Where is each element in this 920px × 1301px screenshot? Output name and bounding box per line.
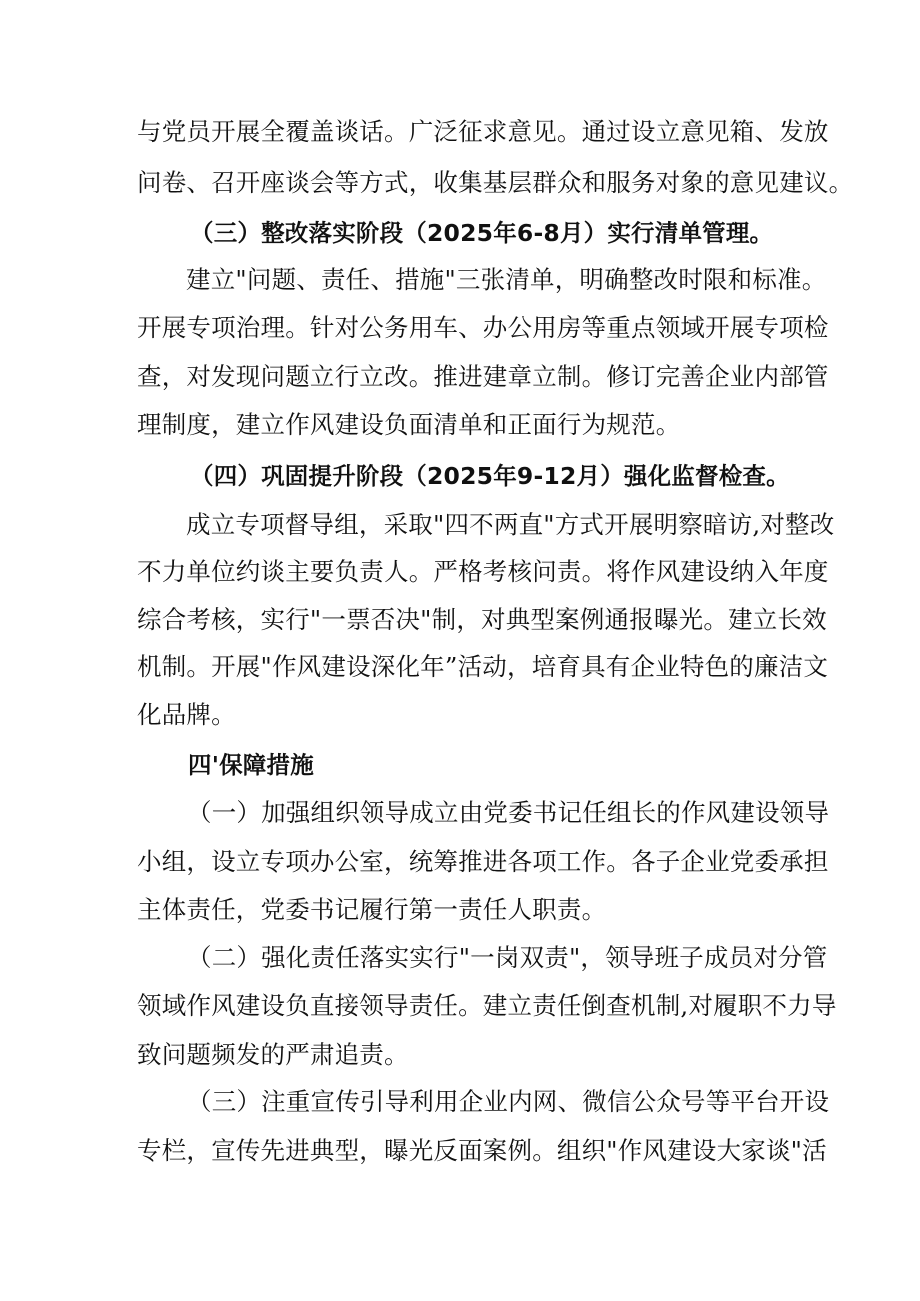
body-text-line: 小组，设立专项办公室，统筹推进各项工作。各子企业党委承担 <box>137 847 829 876</box>
body-text-line: （一）加强组织领导成立由党委书记任组长的作风建设领导 <box>187 798 830 827</box>
section-heading: （四）巩固提升阶段（2025年9-12月）强化监督检查。 <box>190 462 790 490</box>
body-text-line: 致问题频发的严肃追责。 <box>137 1040 409 1069</box>
body-text-line: 理制度，建立作风建设负面清单和正面行为规范。 <box>137 410 681 439</box>
body-text-line: （二）强化责任落实实行"一岗双责"，领导班子成员对分管 <box>187 943 828 972</box>
body-text-line: 问卷、召开座谈会等方式，收集基层群众和服务对象的意见建议。 <box>137 168 854 197</box>
chapter-heading: 四'保障措施 <box>188 751 314 779</box>
body-text-line: 查，对发现问题立行立改。推进建章立制。修订完善企业内部管 <box>137 362 829 391</box>
body-text-line: 机制。开展"作风建设深化年”活动，培育具有企业特色的廉洁文 <box>137 652 829 681</box>
body-text-line: 开展专项治理。针对公务用车、办公用房等重点领域开展专项检 <box>137 313 829 342</box>
body-text-line: 不力单位约谈主要负责人。严格考核问责。将作风建设纳入年度 <box>137 557 829 586</box>
body-text-line: （三）注重宣传引导利用企业内网、微信公众号等平台开设 <box>187 1087 830 1116</box>
body-text-line: 综合考核，实行"一票否决"制，对典型案例通报曝光。建立长效 <box>137 605 827 634</box>
body-text-line: 建立"问题、责任、措施"三张清单，明确整改时限和标准。 <box>186 265 827 294</box>
body-text-line: 主体责任，党委书记履行第一责任人职责。 <box>137 895 607 924</box>
body-text-line: 领域作风建设负直接领导责任。建立责任倒查机制,对履职不力导 <box>137 991 837 1020</box>
section-heading: （三）整改落实阶段（2025年6-8月）实行清单管理。 <box>190 219 774 247</box>
body-text-line: 化品牌。 <box>137 700 236 729</box>
body-text-line: 专栏，宣传先进典型，曝光反面案例。组织"作风建设大家谈"活 <box>137 1136 827 1165</box>
body-text-line: 与党员开展全覆盖谈话。广泛征求意见。通过设立意见箱、发放 <box>137 117 829 146</box>
body-text-line: 成立专项督导组，采取"四不两直"方式开展明察暗访,对整改 <box>186 510 835 539</box>
